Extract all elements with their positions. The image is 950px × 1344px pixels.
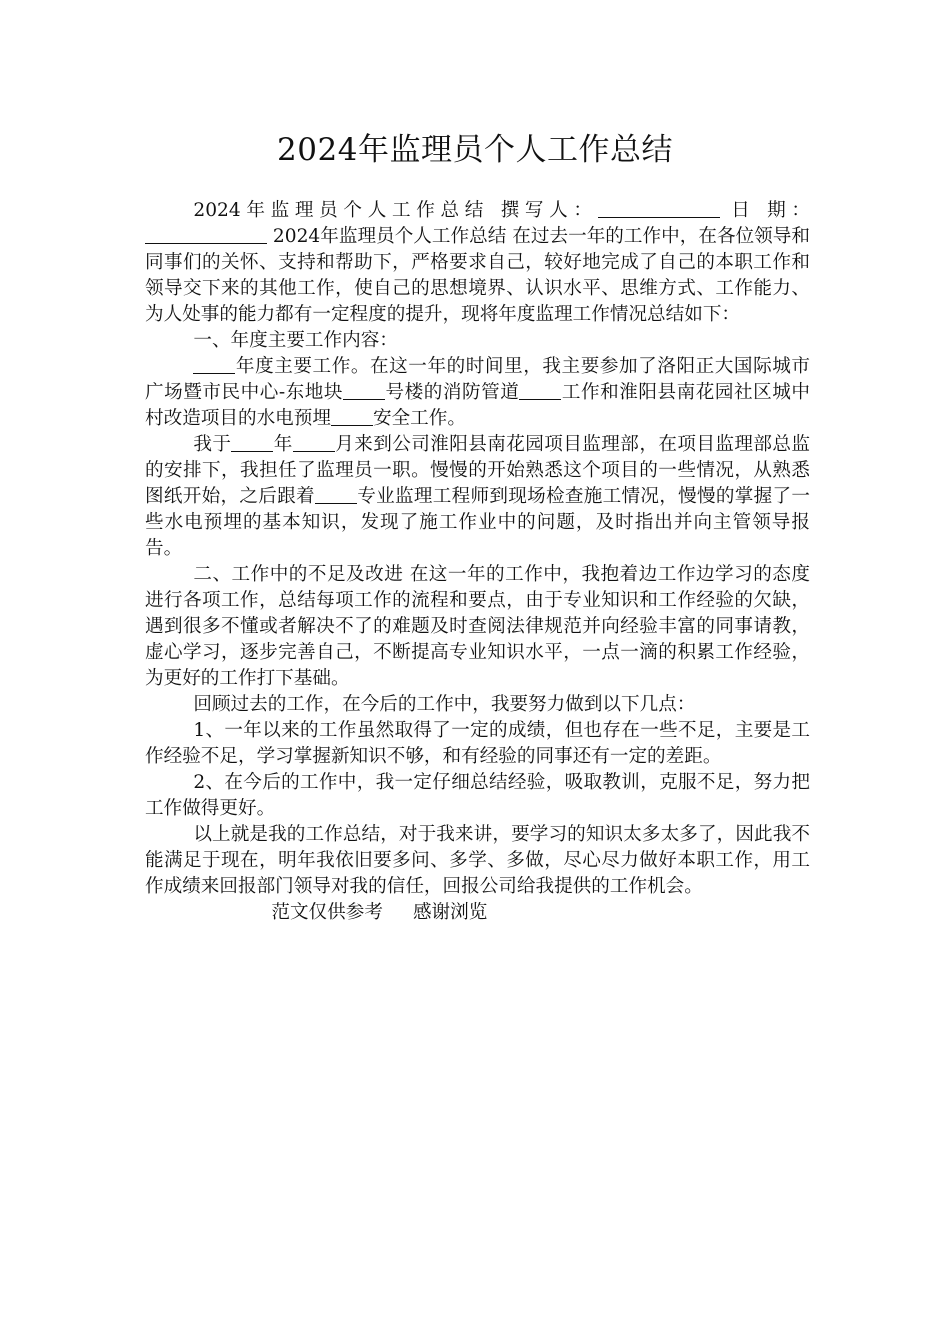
footer-note (145, 900, 810, 926)
intro-text: 在过去一年的工作中，在各位领导和同事们的关怀、支持和帮助下，严格要求自己，较好地完成了自己的本职工作和领导交下来的其他工作，使自己的思想境界、认识水平、思维方式、工作能力、为人处事的能力都有一定程度的提升，现将年度监理工作情况总结如下： (145, 226, 810, 325)
engineer-blank (315, 484, 357, 504)
join-year-blank (231, 432, 273, 452)
join-paragraph (145, 432, 810, 562)
work-text-d: 安全工作。 (372, 408, 466, 429)
join-month-blank (293, 432, 335, 452)
point1-paragraph: 1、一年以来的工作虽然取得了一定的成绩，但也存在一些不足，主要是工作经验不足，学习掌握新知识不够，和有经验的同事还有一定的差距。 (145, 720, 810, 767)
intro-lead: 2024年监理员个人工作总结 撰写人： (193, 200, 598, 221)
point2-paragraph: 2、在今后的工作中，我一定仔细总结经验，吸取教训，克服不足，努力把工作做得更好。 (145, 772, 810, 819)
year-blank (193, 354, 235, 374)
item2-blank (331, 406, 373, 426)
join-text-a: 我于 (193, 434, 232, 455)
section2-paragraph: 二、工作中的不足及改进 在这一年的工作中，我抱着边工作边学习的态度进行各项工作，总结每项工作的流程和要点，由于专业知识和工作经验的欠缺，遇到很多不懂或者解决不了的难题及时查阅法律规范并向经验丰富的同事请教，虚心学习，逐步完善自己，不断提高专业知识水平，一点一滴的积累工作经验，为更好的工作打下基础。 (145, 564, 810, 689)
work-text-c: 工作和淮阳县南花园社区城中村改造项目的水电预埋 (145, 382, 810, 429)
document-title: 2024年监理员个人工作总结 (277, 132, 673, 168)
intro-paragraph (145, 198, 810, 328)
work-paragraph (145, 354, 810, 432)
footer-right: 感谢浏览 (412, 902, 488, 923)
intro-repeat-title: 2024年监理员个人工作总结 (267, 226, 513, 247)
join-text-c: 月来到公司淮阳县南花园项目监理部，在项目监理部总监的安排下，我担任了监理员一职。慢慢的开始熟悉这个项目的一些情况，从熟悉图纸开始，之后跟着 (145, 434, 810, 507)
author-blank (598, 198, 720, 218)
review-paragraph: 回顾过去的工作，在今后的工作中，我要努力做到以下几点： (193, 694, 696, 715)
footer-left: 范文仅供参考 (271, 902, 383, 923)
work-text-b: 号楼的消防管道 (385, 382, 520, 403)
building-blank (343, 380, 385, 400)
join-text-b: 年 (273, 434, 293, 455)
section1-heading: 一、年度主要工作内容： (193, 330, 398, 351)
closing-paragraph: 以上就是我的工作总结，对于我来讲，要学习的知识太多太多了，因此我不能满足于现在，明年我依旧要多问、多学、多做，尽心尽力做好本职工作，用工作成绩来回报部门领导对我的信任，回报公司给我提供的工作机会。 (145, 824, 810, 897)
date-blank (145, 224, 267, 244)
item-blank (519, 380, 561, 400)
date-label: 日 期： (719, 200, 811, 221)
join-text-d: 专业监理工程师到现场检查施工情况，慢慢的掌握了一些水电预埋的基本知识，发现了施工作业中的问题，及时指出并向主管领导报告。 (145, 486, 810, 559)
work-text-a: 年度主要工作。在这一年的时间里，我主要参加了洛阳正大国际城市广场暨市民中心-东地块 (145, 356, 810, 403)
document-body (145, 198, 810, 926)
